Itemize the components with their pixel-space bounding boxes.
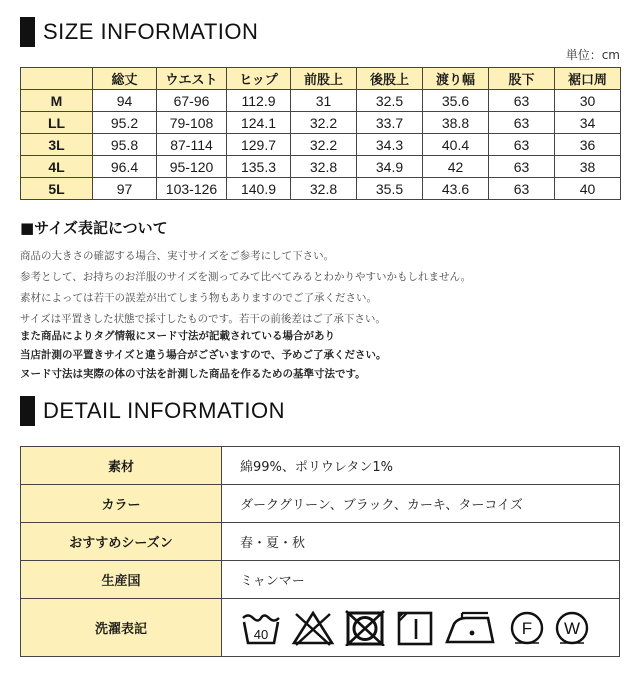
table-cell: 32.8 [291,178,357,200]
table-cell: 38.8 [423,112,489,134]
table-cell: 38 [555,156,621,178]
note-line: 素材によっては若干の誤差が出てしまう物もありますのでご了承ください。 [20,292,377,304]
table-row [21,599,620,657]
size-notes-title: ■サイズ表記について [20,219,168,237]
table-cell: 95-120 [157,156,227,178]
table-cell: 34.3 [357,134,423,156]
detail-table [20,446,620,657]
size-table [20,67,621,200]
table-cell: 32.2 [291,134,357,156]
note-line: サイズは平置きした状態で採寸したものです。若干の前後差はご了承下さい。 [20,313,386,325]
table-cell: 79-108 [157,112,227,134]
table-cell: 124.1 [227,112,291,134]
detail-value: ミャンマー [222,561,620,599]
unit-label: 単位：cm [565,48,620,62]
table-cell: 95.2 [93,112,157,134]
table-cell: 30 [555,90,621,112]
col-header: 総丈 [93,68,157,90]
table-cell: 34.9 [357,156,423,178]
table-row [21,523,620,561]
table-cell: 87-114 [157,134,227,156]
size-table-header [21,68,621,90]
wash-temp-text: 40 [253,626,269,642]
size-label: 4L [21,156,93,178]
table-cell: 43.6 [423,178,489,200]
table-cell: 67-96 [157,90,227,112]
detail-label: 洗濯表記 [21,599,222,657]
note-line: 商品の大きさの確認する場合、実寸サイズをご参考にして下さい。 [20,250,335,262]
dry-clean-f-icon [509,610,545,646]
table-row [21,112,621,134]
size-label: LL [21,112,93,134]
detail-heading-text: DETAIL INFORMATION [43,398,286,423]
table-cell: 34 [555,112,621,134]
detail-label: カラー [21,485,222,523]
table-row [21,561,620,599]
wash-40-icon [240,610,282,646]
table-cell: 36 [555,134,621,156]
header-corner [21,68,93,90]
wetclean-letter: W [563,618,581,638]
table-row [21,90,621,112]
detail-label: 素材 [21,447,222,485]
table-cell: 97 [93,178,157,200]
dryclean-letter: F [521,618,533,638]
col-header: 股下 [489,68,555,90]
table-row [21,156,621,178]
table-cell: 63 [489,178,555,200]
detail-value: 春・夏・秋 [222,523,620,561]
table-cell: 33.7 [357,112,423,134]
col-header: 裾口周 [555,68,621,90]
table-cell: 32.8 [291,156,357,178]
table-row [21,134,621,156]
detail-information-heading [20,396,285,426]
size-notes [20,246,471,330]
table-cell: 95.8 [93,134,157,156]
table-cell: 42 [423,156,489,178]
note-line: また商品によりタグ情報にヌード寸法が記載されている場合があり [20,330,335,342]
size-heading-text: SIZE INFORMATION [43,19,259,44]
size-label: 3L [21,134,93,156]
table-cell: 63 [489,112,555,134]
size-label: 5L [21,178,93,200]
table-row [21,178,621,200]
table-cell: 63 [489,156,555,178]
nude-size-notes [20,327,386,384]
iron-low-icon [444,610,500,646]
note-line: 参考として、お持ちのお洋服のサイズを測ってみて比べてみるとわかりやすいかもしれません。 [20,271,472,283]
table-cell: 112.9 [227,90,291,112]
detail-label: おすすめシーズン [21,523,222,561]
col-header: ヒップ [227,68,291,90]
col-header: 後股上 [357,68,423,90]
size-information-heading [20,17,258,47]
table-row [21,447,620,485]
table-cell: 63 [489,134,555,156]
col-header: 渡り幅 [423,68,489,90]
heading-bar [20,17,35,47]
heading-bar [20,396,35,426]
table-cell: 96.4 [93,156,157,178]
table-cell: 40 [555,178,621,200]
wet-clean-w-icon [554,610,590,646]
table-row [21,485,620,523]
note-line: ヌード寸法は実際の体の寸法を計測した商品を作るための基準寸法です。 [20,368,366,380]
detail-value: 綿99%、ポリウレタン1% [222,447,620,485]
table-cell: 32.2 [291,112,357,134]
care-symbols [222,599,620,657]
col-header: ウエスト [157,68,227,90]
size-label: M [21,90,93,112]
table-cell: 94 [93,90,157,112]
table-cell: 103-126 [157,178,227,200]
table-cell: 31 [291,90,357,112]
detail-label: 生産国 [21,561,222,599]
table-cell: 35.6 [423,90,489,112]
note-line: 当店計測の平置きサイズと違う場合がございますので、予めご了承ください。 [20,349,387,361]
table-cell: 140.9 [227,178,291,200]
detail-value: ダークグリーン、ブラック、カーキ、ターコイズ [222,485,620,523]
line-dry-shade-icon [395,610,435,646]
table-cell: 135.3 [227,156,291,178]
no-bleach-icon [291,610,335,646]
table-cell: 40.4 [423,134,489,156]
no-tumble-dry-icon [344,610,386,646]
table-cell: 129.7 [227,134,291,156]
col-header: 前股上 [291,68,357,90]
table-cell: 32.5 [357,90,423,112]
table-cell: 35.5 [357,178,423,200]
table-cell: 63 [489,90,555,112]
